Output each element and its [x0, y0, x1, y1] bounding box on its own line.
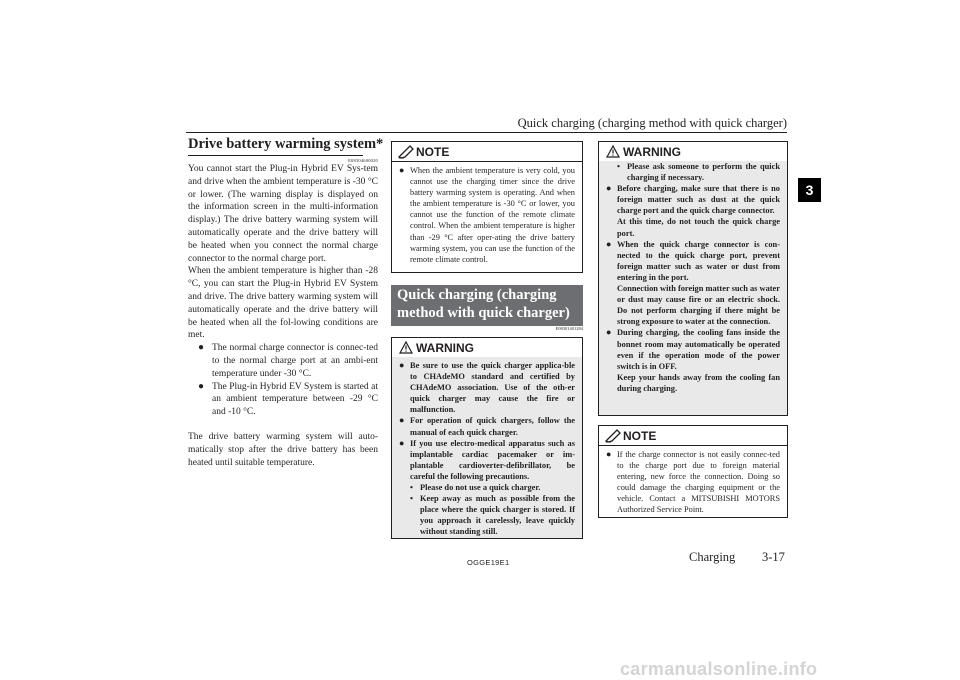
paragraph: The drive battery warming system will auto-matically stop after the drive battery has been heated until suitable temperature. [188, 431, 378, 468]
section-banner-quick-charging [391, 285, 583, 326]
warning-subitem: • Keep away as much as possible from the place where the quick charger is stored. If you approach it carelessly, leave quickly without standing still. [410, 493, 575, 537]
warning-label: WARNING [623, 144, 681, 159]
warning-item: ● Before charging, make sure that there is no foreign matter such as dust at the quick charge port and the quick charge connector. [606, 183, 780, 216]
bullet-icon: ● [399, 437, 405, 448]
condition-list [198, 342, 378, 419]
warning-triangle-icon [603, 145, 623, 158]
running-header-title: Quick charging (charging method with quick charger) [517, 116, 787, 130]
warning-box [598, 141, 788, 416]
footer-section: Charging [689, 550, 736, 564]
warning-subitem: • Please ask someone to perform the quick charging if necessary. [617, 161, 780, 183]
note-item: ● When the ambient temperature is very cold, you cannot use the charging timer since the drive battery warming system is operating. And when the ambient temperature is -30 °C or lower, you cannot use the function of the remote climate control. When the ambient temperature is higher than -29 °C after oper-ating the drive battery warming system, you can use the function of the remote climate control. [399, 165, 575, 264]
bullet-icon: ● [399, 415, 405, 426]
warning-item: ● Be sure to use the quick charger applica-ble to CHAdeMO standard and certified by CHAdeMO association. Use of the oth-er quick charger may cause the fire or malfunction. [399, 360, 575, 415]
bullet-icon: ● [399, 165, 405, 175]
section-code: E08304600020 [348, 158, 378, 163]
note-label: NOTE [416, 144, 450, 159]
warning-item: ● When the quick charge connector is con-nected to the quick charge port, prevent foreign matter such as water or dust from entering in the port. [606, 238, 780, 282]
section-title-battery-warming: Drive battery warming system* [188, 136, 363, 156]
warning-subitem: • Please do not use a quick charger. [410, 482, 541, 493]
note-box [598, 425, 788, 518]
warning-box [391, 337, 583, 539]
warning-triangle-icon [396, 341, 416, 354]
bullet-icon: ● [399, 360, 405, 370]
bullet-icon: ● [606, 238, 612, 249]
column-left [188, 136, 384, 469]
dot-icon: • [410, 493, 413, 504]
bullet-icon: ● [606, 327, 612, 338]
pencil-note-icon [396, 145, 416, 159]
list-item: ● The normal charge connector is connec-ted to the normal charge port at an ambi-ent temperature under -30 °C. [198, 342, 378, 379]
note-header [392, 142, 582, 162]
warning-item: ● For operation of quick chargers, follow the manual of each quick charger. [399, 415, 575, 437]
warning-header [599, 142, 787, 161]
list-item: ● The Plug-in Hybrid EV System is started at an ambient temperature between -29 °C and -10 °C. [198, 380, 378, 418]
warning-header [392, 338, 582, 357]
bullet-icon: ● [198, 342, 205, 354]
warning-item-continued: At this time, do not touch the quick charge port. [617, 217, 780, 238]
banner-line: Quick charging (charging [397, 287, 557, 303]
paragraph: When the ambient temperature is higher than -28 °C, you can start the Plug-in Hybrid EV System and drive. The drive battery warming system will automatically operate and the drive battery will be heated when all the fol-lowing conditions are met. [188, 266, 378, 341]
warning-label: WARNING [416, 340, 474, 355]
paragraph: You cannot start the Plug-in Hybrid EV Sys-tem and drive when the ambient temperature is -30 °C or lower. (The warning display is displayed on the information screen in the multi-information display.) The drive battery warming system will automatically operate and the drive battery will be heated when you connect the normal charge connector to the normal charge port. [188, 164, 378, 264]
warning-item: ● If you use electro-medical apparatus such as implantable cardiac pacemaker or im-plantable cardioverter-defibrillator, be careful the following precautions. [399, 437, 575, 481]
warning-item: ● During charging, the cooling fans inside the bonnet room may automatically be operated even if the operation mode of the power switch is in OFF. [606, 327, 780, 371]
banner-line: method with quick charger) [397, 305, 570, 321]
note-label: NOTE [623, 428, 657, 443]
bullet-icon: ● [606, 183, 612, 194]
watermark: carmanualsonline.info [620, 659, 818, 679]
chapter-tab: 3 [798, 178, 821, 202]
bullet-icon: ● [606, 449, 612, 459]
warning-item-continued: Connection with foreign matter such as water or dust may cause fire or an electric shock. Do not perform charging if there might be strong exposure to water at the connection. [617, 284, 780, 327]
section-code: E08301401284 [555, 326, 583, 331]
warning-item-continued: Keep your hands away from the cooling fan during charging. [617, 372, 780, 393]
footer-code: OGGE19E1 [467, 558, 510, 567]
footer-page-number: 3-17 [762, 550, 785, 564]
section-body [188, 163, 378, 342]
note-header [599, 426, 787, 446]
note-item: ● If the charge connector is not easily connec-ted to the charge port due to foreign material entering, new force the connection. Doing so could damage the charging equipment or the vehicle. Contact a MITSUBISHI MOTORS Authorized Service Point. [606, 449, 780, 515]
dot-icon: • [617, 161, 620, 171]
header-rule [186, 132, 787, 133]
bullet-icon: ● [198, 380, 205, 392]
pencil-note-icon [603, 429, 623, 443]
dot-icon: • [410, 482, 413, 493]
note-box [391, 141, 583, 273]
